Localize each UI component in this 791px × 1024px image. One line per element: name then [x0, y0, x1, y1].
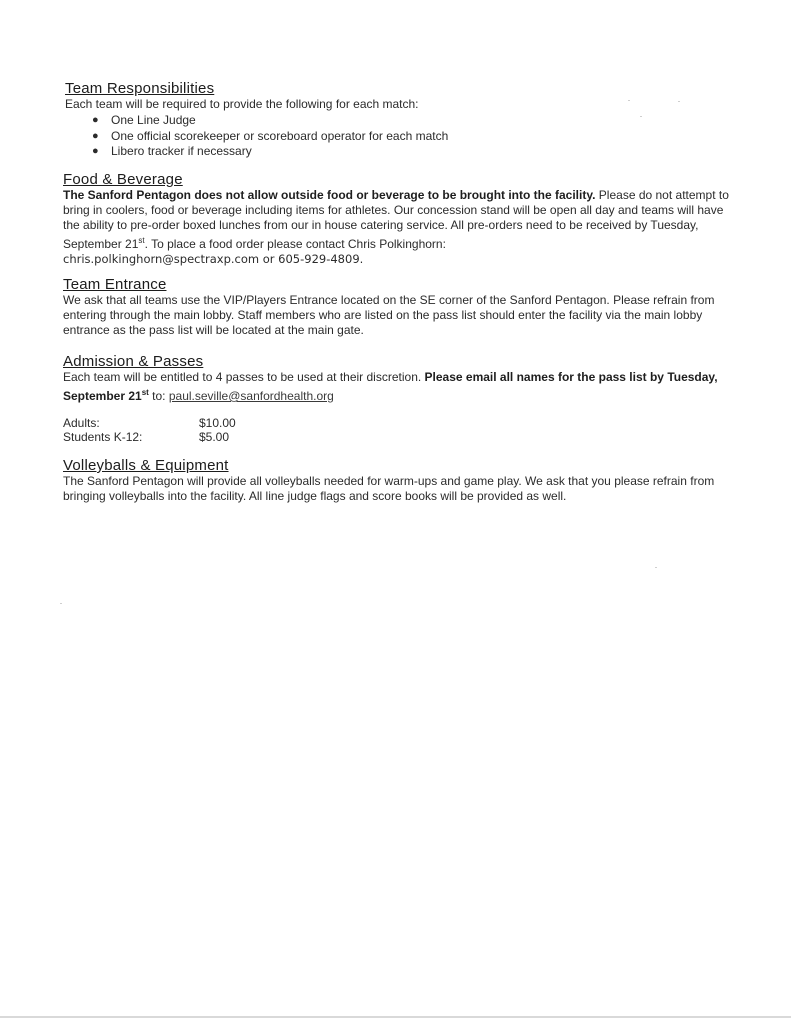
- volleyballs-section: [63, 457, 733, 504]
- pass-list-email-link[interactable]: paul.seville@sanfordhealth.org: [168, 389, 334, 403]
- admission-section: [63, 353, 733, 444]
- scan-speck: [655, 567, 657, 568]
- team-entrance-text: We ask that all teams use the VIP/Players Entrance located on the SE corner of the Sanford Pentagon. Please refrain from entering through the main lobby. Staff members who are listed on the pass list should enter the facility via the main lobby entrance as the pass list will be located at the main gate.: [63, 293, 715, 337]
- food-beverage-text: The Sanford Pentagon does not allow outside food or beverage to be brought into the facility. Please do not attempt to bring in coolers, food or beverage including items for athletes. Our concession stand will be open all day and teams will have the ability to pre-order boxed lunches from our in house catering service. All pre-orders need to be received by Tuesday, September 21st. To place a food order please contact Chris Polkinghorn:: [63, 188, 729, 251]
- team-entrance-section: [63, 276, 733, 338]
- food-order-contact: chris.polkinghorn@spectraxp.com or 605-929-4809.: [63, 252, 364, 266]
- bullet-icon: ●: [92, 129, 99, 142]
- team-responsibilities-heading: Team Responsibilities: [65, 80, 215, 97]
- scan-speck: [640, 116, 642, 117]
- volleyballs-text: The Sanford Pentagon will provide all volleyballs needed for warm-ups and game play. We ask that you please refrain from bringing volleyballs into the facility. All line judge flags and score books will be provided as well.: [63, 474, 715, 503]
- price-table: [63, 416, 236, 444]
- scan-speck: [678, 101, 680, 102]
- table-row: Adults: $10.00: [63, 416, 236, 430]
- team-responsibilities-intro: Each team will be required to provide the following for each match:: [65, 97, 419, 111]
- team-responsibilities-section: [65, 80, 735, 160]
- admission-heading: Admission & Passes: [63, 353, 204, 370]
- table-row: Students K-12: $5.00: [63, 430, 230, 444]
- bullet-icon: ●: [92, 145, 99, 157]
- volleyballs-heading: Volleyballs & Equipment: [63, 457, 229, 474]
- food-beverage-section: [63, 171, 733, 267]
- bullet-icon: ●: [92, 114, 99, 126]
- list-item: ● Libero tracker if necessary: [92, 144, 252, 158]
- admission-text: Each team will be entitled to 4 passes to be used at their discretion. Please email all names for the pass list by Tuesday, September 21st to: paul.seville@sanfordhealth.org: [63, 370, 718, 403]
- list-item: ● One official scorekeeper or scoreboard operator for each match: [92, 128, 449, 143]
- team-entrance-heading: Team Entrance: [63, 276, 167, 293]
- responsibilities-list: [65, 113, 735, 160]
- list-item: ● One Line Judge: [92, 113, 196, 127]
- food-beverage-heading: Food & Beverage: [63, 171, 183, 188]
- scan-speck: [628, 100, 630, 101]
- page-bottom-edge: [0, 1016, 791, 1018]
- scan-speck: [60, 603, 62, 604]
